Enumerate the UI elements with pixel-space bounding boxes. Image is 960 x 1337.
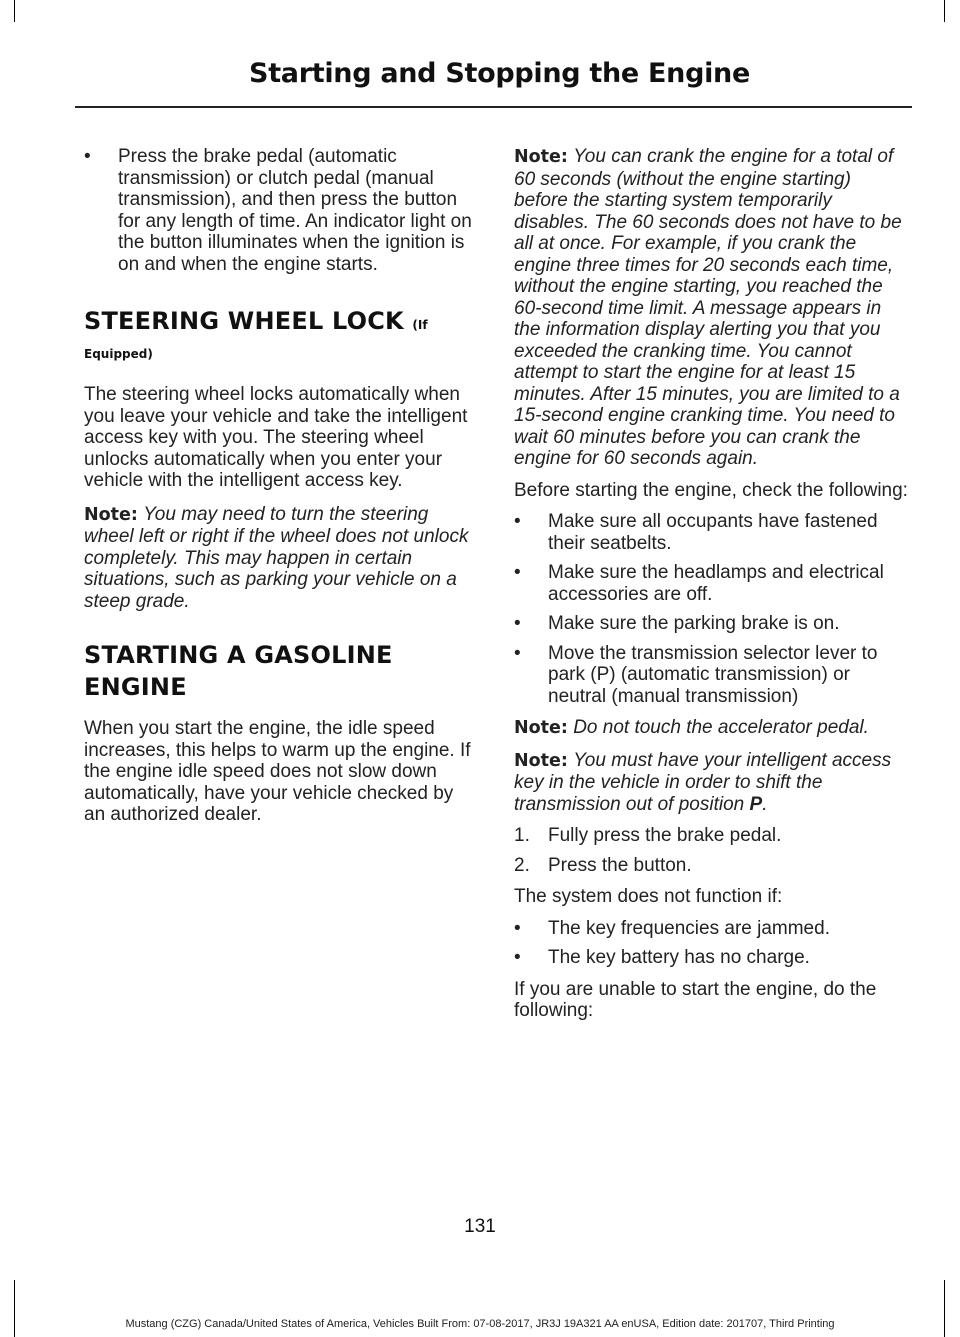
section-heading-steering bbox=[84, 304, 474, 342]
position-p: P bbox=[749, 793, 763, 815]
note-shift bbox=[514, 750, 910, 816]
section-heading-gasoline-2: ENGINE bbox=[84, 673, 187, 701]
crop-mark bbox=[944, 0, 945, 22]
bullet-mark: • bbox=[514, 642, 521, 664]
list-item bbox=[514, 918, 910, 940]
page-title: Starting and Stopping the Engine bbox=[249, 58, 750, 89]
fail-intro: The system does not function if: bbox=[514, 886, 783, 907]
list-item bbox=[514, 613, 910, 635]
steering-qualifier-a: (If bbox=[412, 318, 428, 332]
note-cranking bbox=[514, 146, 910, 470]
note-accelerator bbox=[514, 717, 910, 740]
unable-text: If you are unable to start the engine, do the following: bbox=[514, 978, 877, 1021]
bullet-mark: • bbox=[514, 511, 521, 532]
note-label: Note: bbox=[514, 718, 568, 738]
list-item bbox=[514, 562, 910, 605]
step-number: 2. bbox=[514, 854, 530, 876]
before-intro: Before starting the engine, check the following: bbox=[514, 479, 908, 501]
bullet-text: The key battery has no charge. bbox=[548, 947, 810, 968]
note-text: Do not touch the accelerator pedal. bbox=[573, 717, 869, 738]
crop-mark bbox=[14, 0, 15, 22]
step-item bbox=[514, 855, 910, 877]
bullet-text: Move the transmission selector lever to park (P) (automatic transmission) or neutral (manual transmission) bbox=[548, 642, 878, 707]
bullet-text: Make sure the parking brake is on. bbox=[548, 613, 840, 634]
header-rule bbox=[75, 106, 912, 108]
bullet-text: The key frequencies are jammed. bbox=[548, 917, 830, 939]
step-number: 1. bbox=[514, 825, 530, 846]
section-heading-gasoline-1: STARTING A GASOLINE bbox=[84, 641, 393, 669]
bullet-mark: • bbox=[514, 917, 521, 939]
steering-heading: STEERING WHEEL LOCK bbox=[84, 307, 404, 335]
bullet-mark: • bbox=[514, 613, 521, 634]
note-steering bbox=[84, 504, 474, 613]
steering-body: The steering wheel locks automatically when you leave your vehicle and take the intelligent access key with you. The steering wheel unlocks automatically when you enter your vehicle with the intelligent access key. bbox=[84, 384, 468, 491]
list-item bbox=[514, 643, 910, 708]
bullet-mark: • bbox=[514, 562, 521, 583]
bullet-text: Make sure all occupants have fastened their seatbelts. bbox=[548, 511, 878, 554]
list-item bbox=[84, 146, 474, 275]
note-text: You may need to turn the steering wheel left or right if the wheel does not unlock completely. This may happen in certain situations, such as parking your vehicle on a steep grade. bbox=[84, 503, 469, 612]
bullet-mark: • bbox=[514, 947, 521, 968]
note-label: Note: bbox=[514, 750, 568, 771]
note-end: . bbox=[762, 793, 768, 815]
gasoline-body: When you start the engine, the idle speed increases, this helps to warm up the engine. If the engine idle speed does not slow down automatically, have your vehicle checked by an authorized dealer. bbox=[84, 718, 471, 825]
note-label: Note: bbox=[514, 147, 568, 167]
note-label: Note: bbox=[84, 504, 138, 525]
page-number: 131 bbox=[464, 1216, 496, 1237]
bullet-text: Make sure the headlamps and electrical accessories are off. bbox=[548, 562, 884, 605]
bullet-text: Press the brake pedal (automatic transmission) or clutch pedal (manual transmission), and then press the button for any length of time. An indicator light on the button illuminates when the ignition is on and when the engine starts. bbox=[118, 146, 472, 275]
note-text: You can crank the engine for a total of 60 seconds (without the engine starting) before the starting system temporarily disables. The 60 seconds does not have to be all at once. For example, if you crank the engine three times for 20 seconds each time, without the engine starting, you reached the 60-second time limit. A message appears in the information display alerting you that you exceeded the cranking time. You cannot attempt to start the engine for at least 15 minutes. After 15 minutes, you are limited to a 15-second engine cranking time. You need to wait 60 minutes before you can crank the engine for 60 seconds again. bbox=[514, 146, 902, 469]
left-column bbox=[84, 146, 474, 826]
footer-text: Mustang (CZG) Canada/United States of America, Vehicles Built From: 07-08-2017, JR3J 19A321 AA enUSA, Edition date: 201707, Third Printing bbox=[125, 1318, 835, 1330]
right-column bbox=[514, 146, 910, 1022]
list-item bbox=[514, 511, 910, 554]
bullet-mark: • bbox=[84, 146, 91, 167]
step-item bbox=[514, 825, 910, 847]
step-text: Fully press the brake pedal. bbox=[548, 825, 782, 846]
steering-qualifier-b: Equipped) bbox=[84, 347, 153, 361]
step-text: Press the button. bbox=[548, 854, 692, 876]
note-text: You must have your intelligent access key in the vehicle in order to shift the transmission out of position bbox=[514, 749, 892, 815]
list-item bbox=[514, 947, 910, 969]
